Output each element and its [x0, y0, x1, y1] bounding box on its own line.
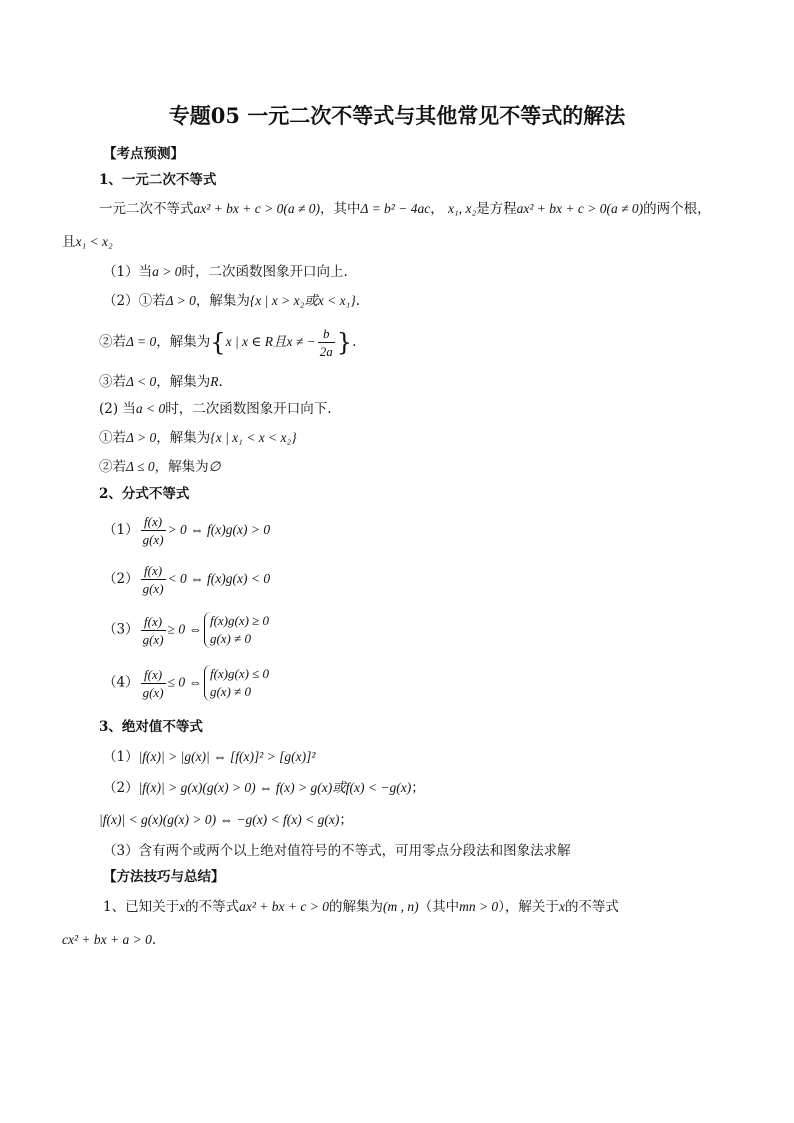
equation-system — [204, 665, 269, 701]
text: 的两个根， — [643, 201, 711, 217]
case-delta-zero — [99, 325, 356, 360]
brace-close: } — [336, 328, 353, 357]
fraction — [318, 325, 335, 360]
quadratic-intro-line-2 — [62, 235, 113, 250]
text: 且 — [62, 234, 76, 250]
fraction — [141, 666, 166, 701]
formula: ax² + bx + c > 0(a ≠ 0) — [193, 201, 321, 216]
text: 是方程 — [476, 201, 517, 217]
quadratic-intro-line — [99, 202, 711, 217]
formula: Δ > 0 — [126, 430, 157, 445]
formula: a > 0 — [152, 264, 182, 279]
heading-fractional: 2、分式不等式 — [99, 486, 190, 502]
absolute-line-4: （3）含有两个或两个以上绝对值符号的不等式，可用零点分段法和图象法求解 — [103, 843, 571, 859]
numerator: b — [318, 325, 335, 343]
formula: Δ ≤ 0 — [126, 459, 155, 474]
page-title: 专题05 一元二次不等式与其他常见不等式的解法 — [168, 103, 626, 128]
fractional-item-1 — [103, 513, 270, 548]
fraction — [141, 513, 166, 548]
text: . — [218, 374, 223, 390]
formula: mn > 0 — [459, 899, 499, 914]
text: （2）①若 — [103, 293, 166, 309]
absolute-line-1 — [103, 750, 315, 765]
formula: x | x ∈ R且x ≠ − — [225, 334, 316, 349]
formula: Δ = 0 — [126, 334, 157, 349]
formula: x — [558, 899, 565, 914]
method-line-1 — [103, 900, 619, 915]
text: ， — [430, 201, 444, 217]
case-a-negative — [99, 402, 332, 417]
formula: |f(x)| > |g(x)| ⇔ [f(x)]² > [g(x)]² — [138, 749, 316, 764]
fraction — [141, 613, 166, 648]
formula: ≤ 0 ⇔ — [167, 674, 202, 690]
section-heading-method: 【方法技巧与总结】 — [103, 869, 225, 885]
formula: {x | x > x₂或x < x₁} — [249, 293, 356, 308]
numerator: f(x) — [141, 513, 166, 531]
fractional-item-4 — [103, 665, 269, 701]
text: (2) 当 — [99, 401, 136, 417]
text: 一元二次不等式 — [99, 201, 194, 217]
text: ②若 — [99, 459, 126, 475]
item-label: （2） — [103, 571, 139, 587]
formula: < 0 ⇔ f(x)g(x) < 0 — [167, 571, 271, 586]
formula: ax² + bx + c > 0(a ≠ 0) — [516, 201, 644, 216]
formula: Δ = b² − 4ac — [360, 201, 431, 216]
text: ； — [339, 812, 353, 828]
system-row: f(x)g(x) ≤ 0 — [209, 666, 270, 681]
section-heading-predict: 【考点预测】 — [103, 146, 184, 162]
case-a-positive — [103, 265, 348, 280]
numerator: f(x) — [141, 666, 166, 684]
text: ，解集为 — [156, 374, 211, 390]
formula: ≥ 0 ⇔ — [167, 621, 202, 637]
denominator: g(x) — [142, 631, 164, 647]
item-label: （4） — [103, 674, 139, 691]
text: ，解集为 — [154, 459, 209, 475]
text: 的解集为 — [328, 899, 383, 915]
text: ； — [411, 780, 425, 796]
system-row: g(x) ≠ 0 — [209, 684, 252, 699]
denominator: 2a — [319, 344, 333, 359]
case-neg-delta-positive — [99, 431, 297, 446]
formula: x₁ < x₂ — [75, 234, 113, 249]
case-delta-negative — [99, 375, 223, 390]
text: ②若 — [99, 334, 126, 350]
formula: |f(x)| < g(x)(g(x) > 0) ⇔ −g(x) < f(x) < g(x) — [99, 812, 340, 827]
formula: ax² + bx + c > 0 — [239, 899, 329, 914]
numerator: f(x) — [141, 562, 166, 580]
item-label: （3） — [103, 621, 139, 638]
text: ），解关于 — [498, 899, 559, 915]
system-row: g(x) ≠ 0 — [209, 631, 252, 646]
fractional-item-3 — [103, 612, 269, 648]
denominator: g(x) — [142, 684, 164, 700]
formula: (m , n) — [382, 899, 419, 914]
text: . — [355, 293, 361, 309]
formula: {x | x₁ < x < x₂} — [210, 430, 297, 445]
denominator: g(x) — [142, 581, 164, 596]
denominator: g(x) — [142, 532, 164, 547]
formula: |f(x)| > g(x)(g(x) > 0) ⇔ f(x) > g(x)或f(x) < −g(x) — [138, 780, 412, 795]
text: ，解集为 — [156, 430, 211, 446]
text: 时，二次函数图象开口向上. — [181, 264, 348, 280]
item-label: （2） — [103, 780, 139, 796]
text: ③若 — [99, 374, 126, 390]
text: ，解集为 — [156, 334, 211, 350]
item-label: （1） — [103, 749, 139, 765]
method-line-2 — [62, 933, 156, 948]
case-neg-delta-nonpositive — [99, 460, 220, 475]
case-delta-positive — [103, 294, 360, 309]
text: ，其中 — [320, 201, 361, 217]
text: . — [352, 334, 357, 350]
heading-absolute: 3、绝对值不等式 — [99, 719, 203, 735]
text: ①若 — [99, 430, 126, 446]
absolute-line-3 — [99, 813, 353, 828]
formula: a < 0 — [135, 401, 166, 416]
text: 的不等式 — [564, 899, 619, 915]
formula: x₁, x₂ — [448, 201, 477, 216]
formula: x — [179, 899, 186, 914]
formula: cx² + bx + a > 0 — [62, 932, 152, 947]
formula: ∅ — [208, 459, 221, 474]
text: . — [151, 932, 157, 948]
equation-system — [204, 612, 269, 648]
text: 的不等式 — [185, 899, 240, 915]
text: 时，二次函数图象开口向下. — [165, 401, 332, 417]
formula: > 0 ⇔ f(x)g(x) > 0 — [167, 522, 271, 537]
heading-quadratic: 1、一元二次不等式 — [99, 172, 217, 188]
fractional-item-2 — [103, 562, 270, 597]
system-row: f(x)g(x) ≥ 0 — [209, 613, 270, 628]
text: （其中 — [418, 899, 460, 915]
text: （1）当 — [103, 264, 153, 280]
brace-open: { — [210, 328, 226, 357]
fraction — [141, 562, 166, 597]
numerator: f(x) — [141, 613, 166, 631]
item-label: （1） — [103, 522, 139, 538]
formula: R — [210, 374, 219, 389]
formula: Δ > 0 — [165, 293, 196, 308]
absolute-line-2 — [103, 781, 425, 796]
text: 1、已知关于 — [103, 899, 180, 915]
formula: Δ < 0 — [126, 374, 157, 389]
text: ，解集为 — [195, 293, 250, 309]
